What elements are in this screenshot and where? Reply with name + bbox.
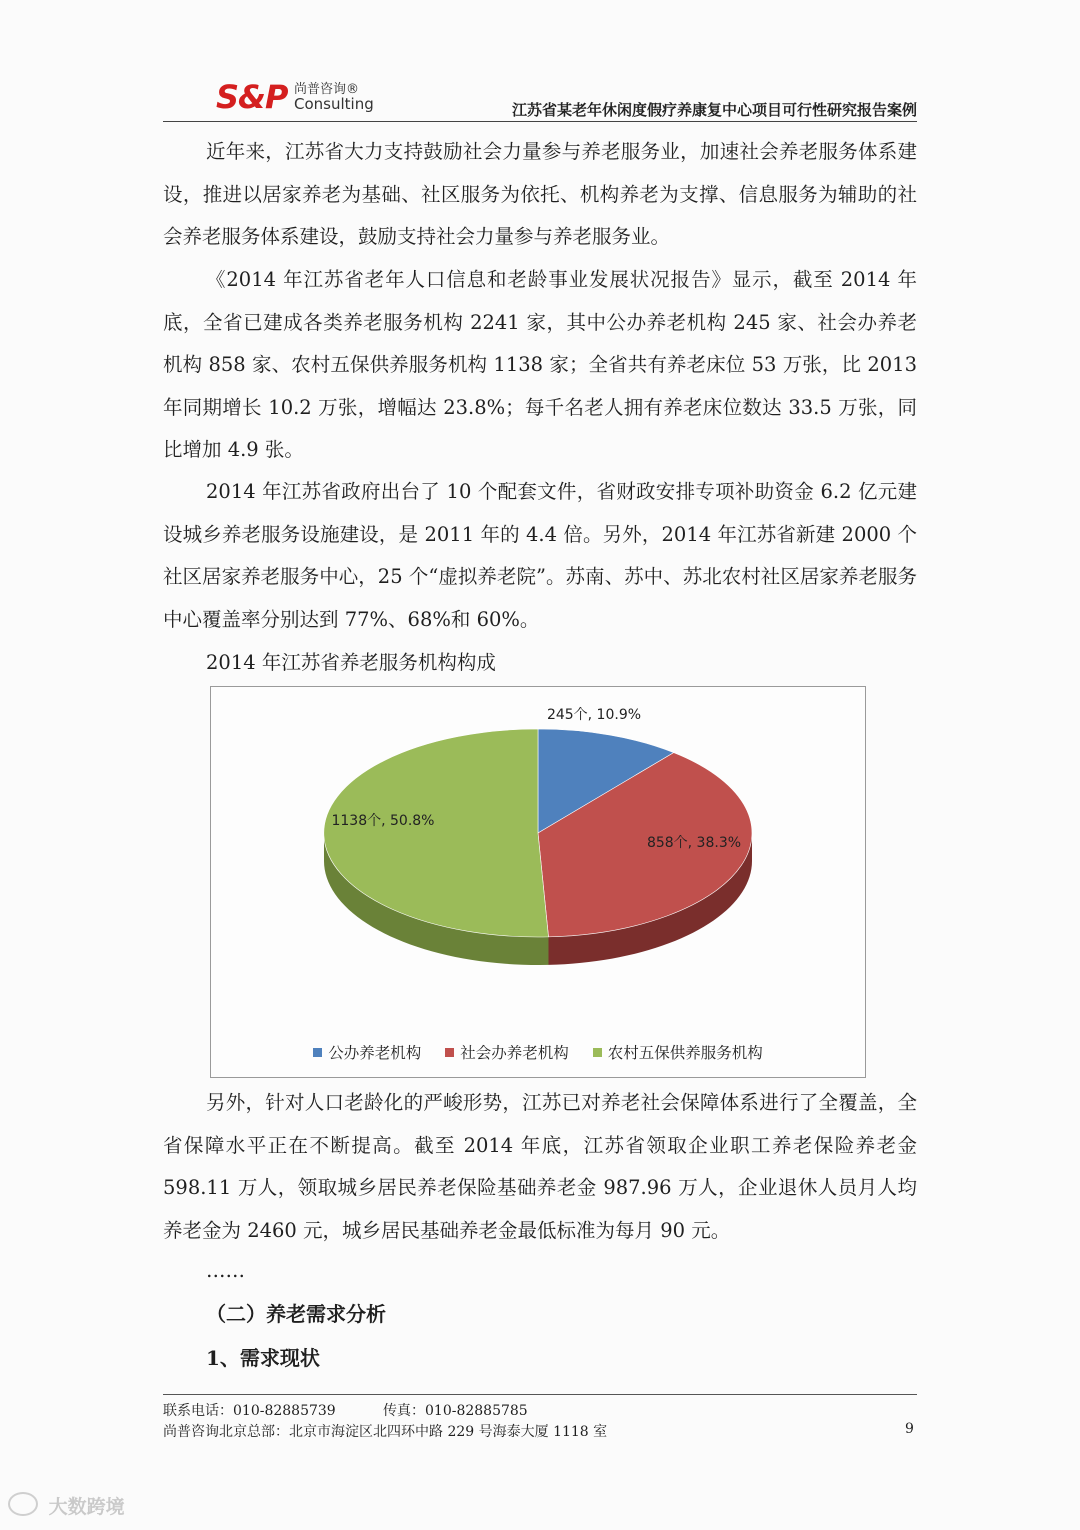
- legend-item: [313, 1041, 421, 1063]
- header-divider: [163, 121, 917, 122]
- footer-fax: 传真：010-82885785: [383, 1403, 528, 1419]
- legend-swatch: [445, 1048, 454, 1057]
- legend-label: 农村五保供养服务机构: [607, 1044, 763, 1062]
- paragraph: 另外，针对人口老龄化的严峻形势，江苏已对养老社会保障体系进行了全覆盖，全省保障水平正在不断提高。截至 2014 年底，江苏省领取企业职工养老保险养老金 598.11 万人，领取城乡居民养老保险基础养老金 987.96 万人，企业退休人员月人均养老金为 2460 元，城乡居民基础养老金最低标准为每月 90 元。: [163, 1091, 917, 1242]
- footer-phone: 联系电话：010-82885739: [163, 1403, 336, 1419]
- chart-legend: [211, 1041, 865, 1063]
- paragraph: 《2014 年江苏省老年人口信息和老龄事业发展状况报告》显示，截至 2014 年底，全省已建成各类养老服务机构 2241 家，其中公办养老机构 245 家、社会办养老机构 858 家、农村五保供养服务机构 1138 家；全省共有养老床位 53 万张，比 2013 年同期增长 10.2 万张，增幅达 23.8%；每千名老人拥有养老床位数达 33.5 万张，同比增加 4.9 张。: [163, 268, 917, 461]
- legend-swatch: [313, 1048, 322, 1057]
- legend-label: 公办养老机构: [328, 1044, 422, 1062]
- legend-label: 社会办养老机构: [460, 1044, 569, 1062]
- running-header-title: 江苏省某老年休闲度假疗养康复中心项目可行性研究报告案例: [511, 101, 917, 119]
- footer-divider: [163, 1394, 917, 1395]
- ellipsis: ……: [206, 1259, 245, 1282]
- chart-caption: 2014 年江苏省养老服务机构构成: [206, 651, 496, 674]
- watermark-text: 大数跨境: [48, 1496, 125, 1518]
- pie-data-label: 858个, 38.3%: [646, 835, 742, 851]
- subsection-heading: 1、需求现状: [206, 1346, 320, 1370]
- legend-item: [593, 1041, 763, 1063]
- paragraph: 2014 年江苏省政府出台了 10 个配套文件，省财政安排专项补助资金 6.2 亿元建设城乡养老服务设施建设，是 2011 年的 4.4 倍。另外，2014 年江苏省新建 2000 个社区居家养老服务中心，25 个“虚拟养老院”。苏南、苏中、苏北农村社区居家养老服务中心覆盖率分别达到 77%、68%和 60%。: [163, 480, 917, 631]
- legend-item: [445, 1041, 569, 1063]
- logo-mark: S&P: [216, 78, 288, 116]
- pie-chart-canvas: [211, 687, 865, 1037]
- weibo-icon: [8, 1492, 38, 1516]
- pie-data-label: 245个, 10.9%: [546, 707, 642, 723]
- logo-english-name: Consulting: [294, 95, 374, 113]
- page-number: 9: [905, 1421, 914, 1437]
- section-heading: （二）养老需求分析: [206, 1302, 386, 1326]
- footer-address: 尚普咨询北京总部：北京市海淀区北四环中路 229 号海泰大厦 1118 室: [163, 1424, 608, 1440]
- paragraph: 近年来，江苏省大力支持鼓励社会力量参与养老服务业，加速社会养老服务体系建设，推进以居家养老为基础、社区服务为依托、机构养老为支撑、信息服务为辅助的社会养老服务体系建设，鼓励支持社会力量参与养老服务业。: [163, 140, 917, 248]
- legend-swatch: [593, 1048, 602, 1057]
- watermark: [8, 1492, 125, 1519]
- pie-data-label: 1138个, 50.8%: [331, 813, 435, 829]
- logo-chinese-name: 尚普咨询®: [294, 82, 360, 97]
- pie-chart: [210, 686, 866, 1078]
